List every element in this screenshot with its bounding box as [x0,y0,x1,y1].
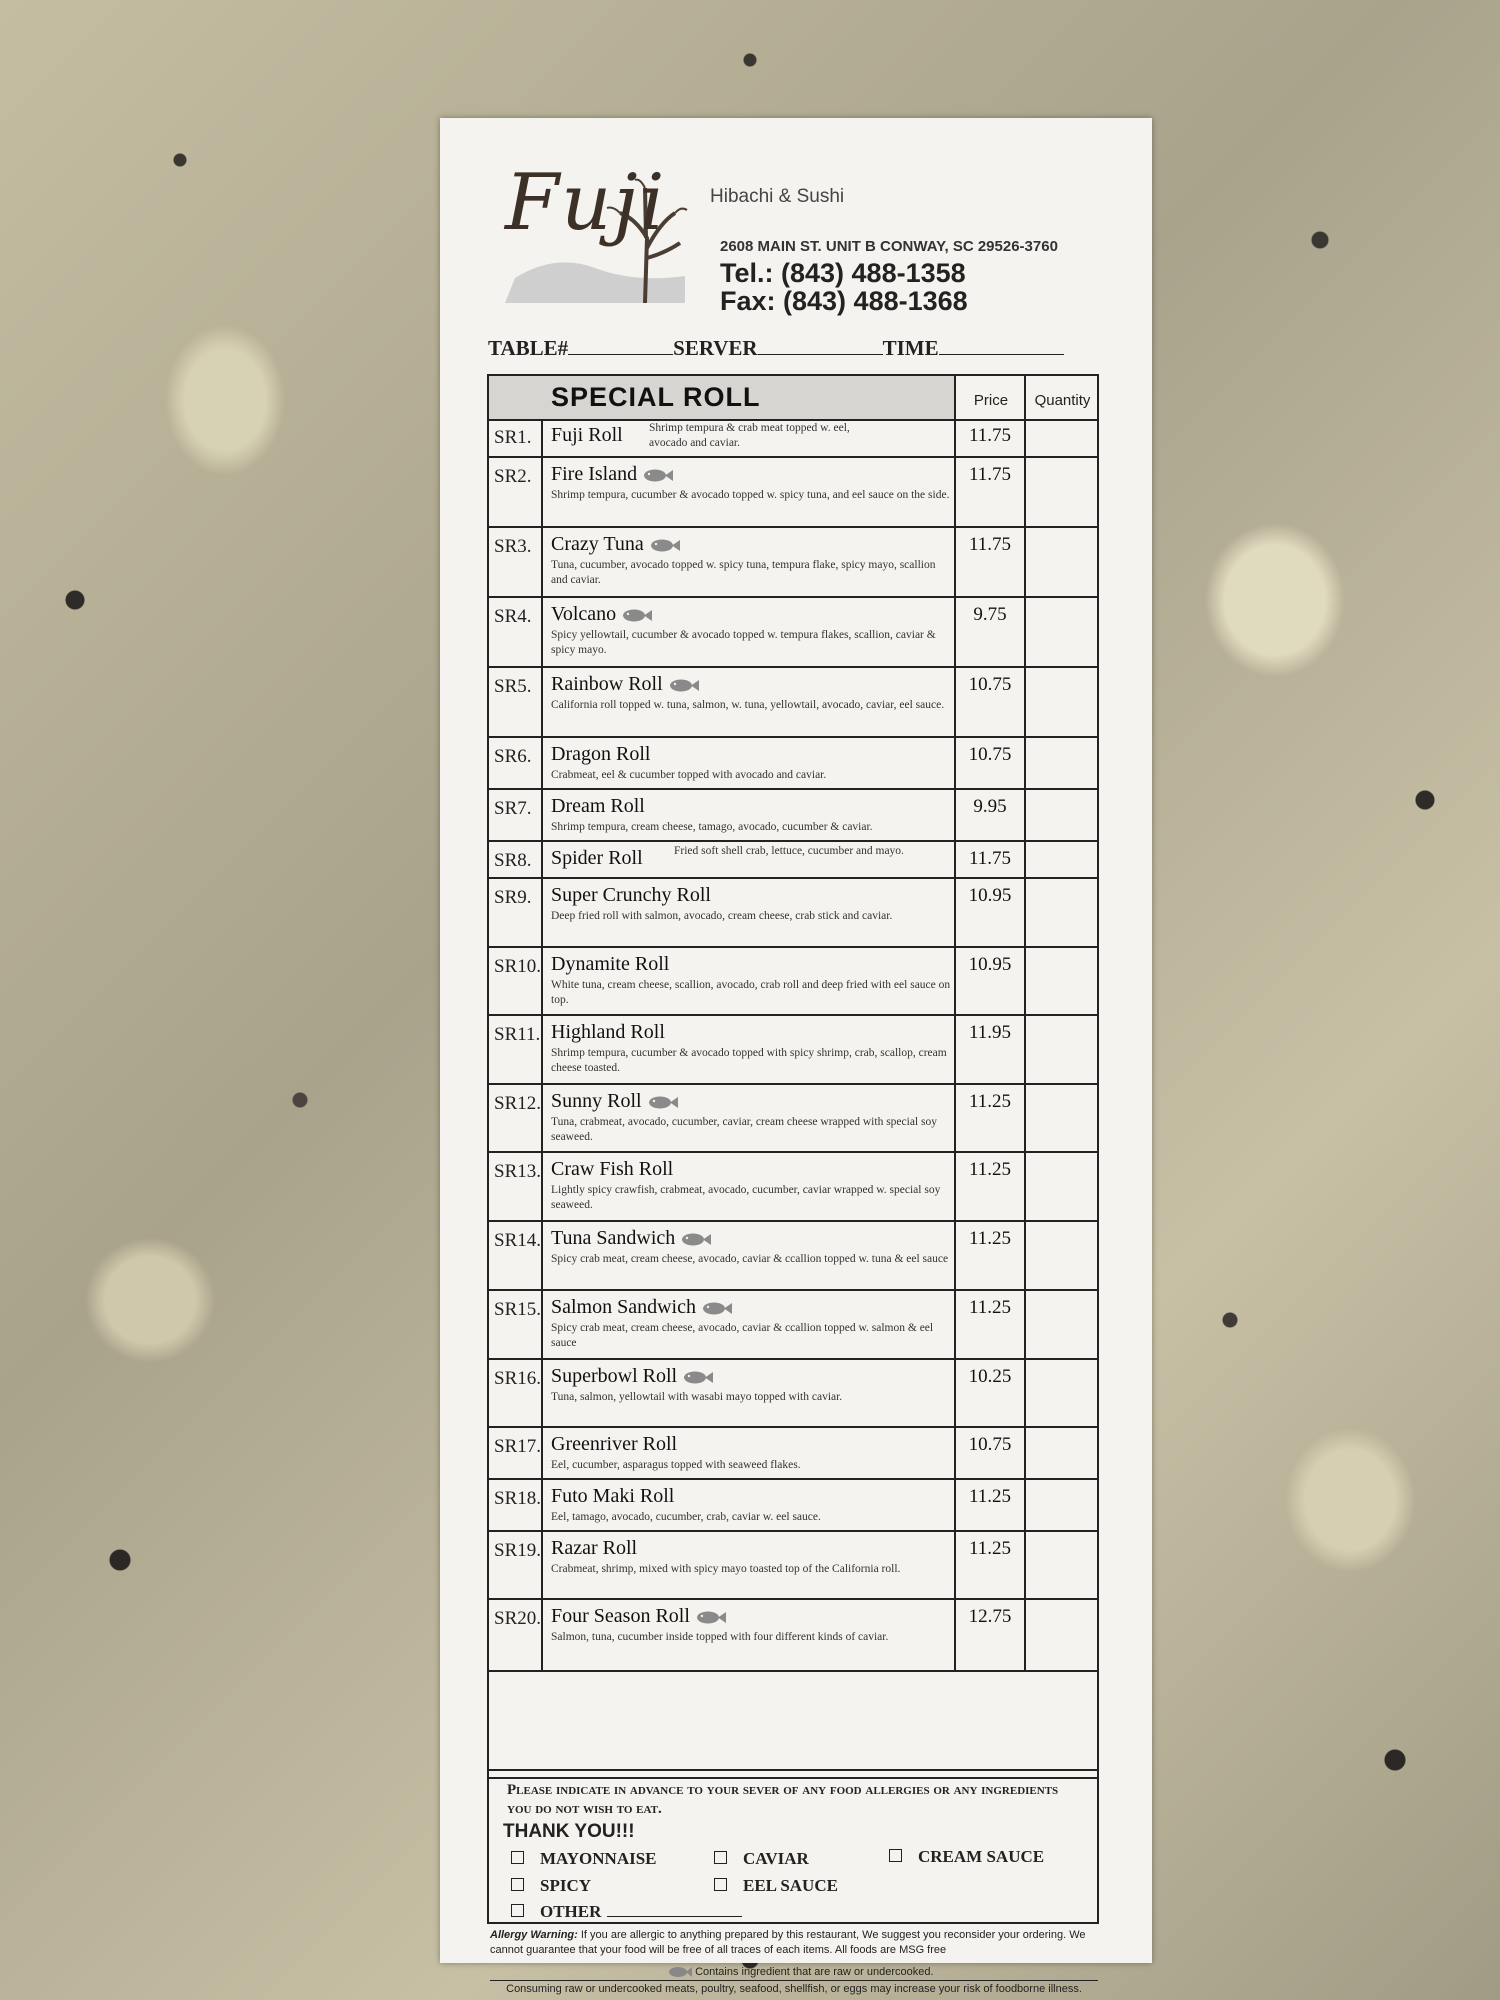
thank-you: THANK YOU!!! [503,1821,635,1842]
section-title: SPECIAL ROLL [551,382,761,412]
item-description: California roll topped w. tuna, salmon, w. tuna, yellowtail, avocado, caviar, eel sauce. [551,699,945,711]
item-price: 10.25 [954,1360,1024,1426]
item-code: SR4. [489,598,543,666]
quantity-field[interactable] [1024,1085,1097,1151]
phone-number: Tel.: (843) 488-1358 [720,258,966,288]
server-field[interactable] [758,336,883,355]
item-description: Crabmeat, eel & cucumber topped with avocado and caviar. [551,769,827,781]
item-name: Dynamite Roll [551,953,670,975]
checkbox[interactable] [511,1878,524,1891]
fish-icon [669,678,699,693]
raw-note-text: Contains ingredient that are raw or undercooked. [695,1966,934,1978]
item-name: Fuji Roll [551,424,623,446]
time-field[interactable] [939,336,1064,355]
fish-icon [648,1095,678,1110]
item-name: Futo Maki Roll [551,1485,675,1507]
item-price: 11.95 [954,1016,1024,1083]
item-description: Shrimp tempura, cucumber & avocado topped with spicy shrimp, crab, scallop, cream cheese toasted. [551,1047,947,1074]
menu-row [489,598,1097,668]
checkbox[interactable] [511,1851,524,1864]
menu-row [489,1532,1097,1600]
menu-row [489,1085,1097,1153]
allergy-note: Please indicate in advance to your sever of any food allergies or any ingredients you do not wish to eat. [507,1782,1059,1817]
item-price: 10.75 [954,738,1024,788]
item-name: Highland Roll [551,1021,665,1043]
item-price: 11.25 [954,1532,1024,1598]
item-code: SR9. [489,879,543,946]
item-name: Greenriver Roll [551,1433,678,1455]
fish-icon [702,1301,732,1316]
item-name: Craw Fish Roll [551,1158,674,1180]
item-price: 9.95 [954,790,1024,840]
item-description: Shrimp tempura & crab meat topped w. eel, avocado and caviar. [649,422,850,449]
quantity-field[interactable] [1024,1016,1097,1083]
item-price: 11.75 [954,419,1024,456]
item-description: Tuna, salmon, yellowtail with wasabi mayo topped with caviar. [551,1391,843,1403]
order-fields [488,336,1108,361]
item-name: Superbowl Roll [551,1365,713,1388]
menu-row [489,1222,1097,1291]
item-price: 11.25 [954,1222,1024,1289]
item-name: Razar Roll [551,1537,638,1559]
quantity-field[interactable] [1024,948,1097,1014]
menu-row [489,419,1097,458]
option-other[interactable]: OTHER [511,1902,742,1922]
item-code: SR12. [489,1085,543,1151]
menu-row [489,668,1097,738]
item-code: SR10. [489,948,543,1014]
warning-text: If you are allergic to anything prepared by this restaurant, We suggest you reconsider your ordering. We cannot guarantee that your food will be free of all traces of each items. All foods are MSG free [490,1929,1086,1956]
fax-number: Fax: (843) 488-1368 [720,286,968,316]
item-name: Fire Island [551,463,673,486]
item-code: SR13. [489,1153,543,1220]
quantity-field[interactable] [1024,1360,1097,1426]
quantity-field[interactable] [1024,668,1097,736]
item-description: Spicy crab meat, cream cheese, avocado, caviar & ccallion topped w. tuna & eel sauce [551,1253,949,1265]
item-price: 11.25 [954,1480,1024,1530]
item-description: Deep fried roll with salmon, avocado, cream cheese, crab stick and caviar. [551,910,893,922]
server-label: SERVER [673,336,758,360]
quantity-field[interactable] [1024,879,1097,946]
option-eel-sauce[interactable]: EEL SAUCE [714,1876,838,1896]
menu-row [489,1291,1097,1360]
menu-row [489,1428,1097,1480]
item-code: SR18. [489,1480,543,1530]
item-description: Salmon, tuna, cucumber inside topped with four different kinds of caviar. [551,1631,889,1643]
quantity-field[interactable] [1024,1428,1097,1478]
item-price: 11.25 [954,1291,1024,1358]
item-name: Sunny Roll [551,1090,678,1113]
table-label: TABLE# [488,336,569,360]
quantity-field[interactable] [1024,419,1097,456]
consume-warning: Consuming raw or undercooked meats, poultry, seafood, shellfish, or eggs may increase your risk of foodborne illness. [490,1980,1098,1995]
item-code: SR20. [489,1600,543,1670]
item-code: SR8. [489,842,543,877]
quantity-field[interactable] [1024,598,1097,666]
address: 2608 MAIN ST. UNIT B CONWAY, SC 29526-3760 [720,238,1058,255]
option-cream-sauce[interactable]: CREAM SAUCE [889,1847,1044,1867]
quantity-field[interactable] [1024,1532,1097,1598]
allergy-warning [490,1928,1100,1958]
item-code: SR5. [489,668,543,736]
quantity-field[interactable] [1024,458,1097,526]
checkbox[interactable] [511,1904,524,1917]
quantity-field[interactable] [1024,528,1097,596]
item-description: Eel, cucumber, asparagus topped with seaweed flakes. [551,1459,801,1471]
item-code: SR2. [489,458,543,526]
menu-row [489,1016,1097,1085]
item-price: 10.95 [954,948,1024,1014]
item-price: 10.75 [954,668,1024,736]
item-code: SR16. [489,1360,543,1426]
item-description: Spicy crab meat, cream cheese, avocado, caviar & ccallion topped w. salmon & eel sauce [551,1322,934,1349]
quantity-field[interactable] [1024,738,1097,788]
item-price: 10.75 [954,1428,1024,1478]
option-spicy[interactable]: SPICY [511,1876,591,1896]
item-code: SR6. [489,738,543,788]
table-header [489,376,1097,421]
quantity-field[interactable] [1024,1153,1097,1220]
fish-icon [696,1610,726,1625]
item-name: Four Season Roll [551,1605,726,1628]
item-description: Shrimp tempura, cucumber & avocado topped w. spicy tuna, and eel sauce on the side. [551,489,950,501]
item-code: SR14. [489,1222,543,1289]
item-code: SR15. [489,1291,543,1358]
menu-row [489,1480,1097,1532]
quantity-header: Quantity [1024,376,1099,419]
menu-row [489,1360,1097,1428]
other-field[interactable] [607,1916,742,1917]
item-code: SR1. [489,419,543,456]
checkbox[interactable] [714,1851,727,1864]
quantity-field[interactable] [1024,1222,1097,1289]
menu-row [489,1600,1097,1672]
item-name: Tuna Sandwich [551,1227,711,1250]
item-price: 11.75 [954,458,1024,526]
item-name: Salmon Sandwich [551,1296,732,1319]
restaurant-subtitle: Hibachi & Sushi [710,186,845,207]
item-code: SR17. [489,1428,543,1478]
item-price: 11.25 [954,1153,1024,1220]
fish-icon [622,608,652,623]
menu-row [489,948,1097,1016]
fish-icon [668,1966,692,1978]
table-field[interactable] [568,336,673,355]
item-code: SR11. [489,1016,543,1083]
item-description: Shrimp tempura, cream cheese, tamago, avocado, cucumber & caviar. [551,821,873,833]
fish-icon [643,468,673,483]
item-name: Spider Roll [551,847,643,869]
item-price: 10.95 [954,879,1024,946]
item-description: Tuna, cucumber, avocado topped w. spicy tuna, tempura flake, spicy mayo, scallion and caviar. [551,559,936,586]
item-price: 11.75 [954,842,1024,877]
option-mayonnaise[interactable]: MAYONNAISE [511,1849,657,1869]
item-code: SR7. [489,790,543,840]
menu-row [489,1153,1097,1222]
fish-icon [650,538,680,553]
item-description: White tuna, cream cheese, scallion, avocado, crab roll and deep fried with eel sauce on top. [551,979,951,1006]
quantity-field[interactable] [1024,1480,1097,1530]
quantity-field[interactable] [1024,842,1097,877]
item-code: SR3. [489,528,543,596]
fish-icon [681,1232,711,1247]
item-description: Fried soft shell crab, lettuce, cucumber and mayo. [674,845,904,857]
item-price: 11.75 [954,528,1024,596]
special-roll-table [487,374,1099,1779]
fish-icon [683,1370,713,1385]
checkbox[interactable] [889,1849,902,1862]
item-code: SR19. [489,1532,543,1598]
item-price: 9.75 [954,598,1024,666]
menu-row [489,738,1097,790]
menu-row [489,458,1097,528]
header [440,118,1152,338]
quantity-field[interactable] [1024,790,1097,840]
item-description: Lightly spicy crawfish, crabmeat, avocado, cucumber, caviar wrapped w. special soy seaweed. [551,1184,941,1211]
item-name: Crazy Tuna [551,533,680,556]
item-description: Crabmeat, shrimp, mixed with spicy mayo toasted top of the California roll. [551,1563,901,1575]
option-caviar[interactable]: CAVIAR [714,1849,809,1869]
item-name: Dragon Roll [551,743,651,765]
item-price: 11.25 [954,1085,1024,1151]
item-description: Tuna, crabmeat, avocado, cucumber, caviar, cream cheese wrapped with special soy seaweed. [551,1116,937,1143]
warning-label: Allergy Warning: [490,1929,578,1941]
item-name: Volcano [551,603,652,626]
item-name: Dream Roll [551,795,645,817]
item-name: Super Crunchy Roll [551,884,711,906]
quantity-field[interactable] [1024,1291,1097,1358]
time-label: TIME [882,336,939,360]
allergy-box [487,1769,1099,1924]
price-header: Price [954,376,1026,419]
menu-row [489,842,1097,879]
menu-row [489,790,1097,842]
item-description: Spicy yellowtail, cucumber & avocado topped w. tempura flakes, scallion, caviar & spicy mayo. [551,629,936,656]
logo-text: Fuji [505,158,667,248]
quantity-field[interactable] [1024,1600,1097,1670]
checkbox[interactable] [714,1878,727,1891]
raw-legend [662,1966,934,1978]
menu-row [489,528,1097,598]
menu-row [489,879,1097,948]
order-sheet [440,118,1152,1995]
item-description: Eel, tamago, avocado, cucumber, crab, caviar w. eel sauce. [551,1511,821,1523]
item-price: 12.75 [954,1600,1024,1670]
item-name: Rainbow Roll [551,673,699,696]
